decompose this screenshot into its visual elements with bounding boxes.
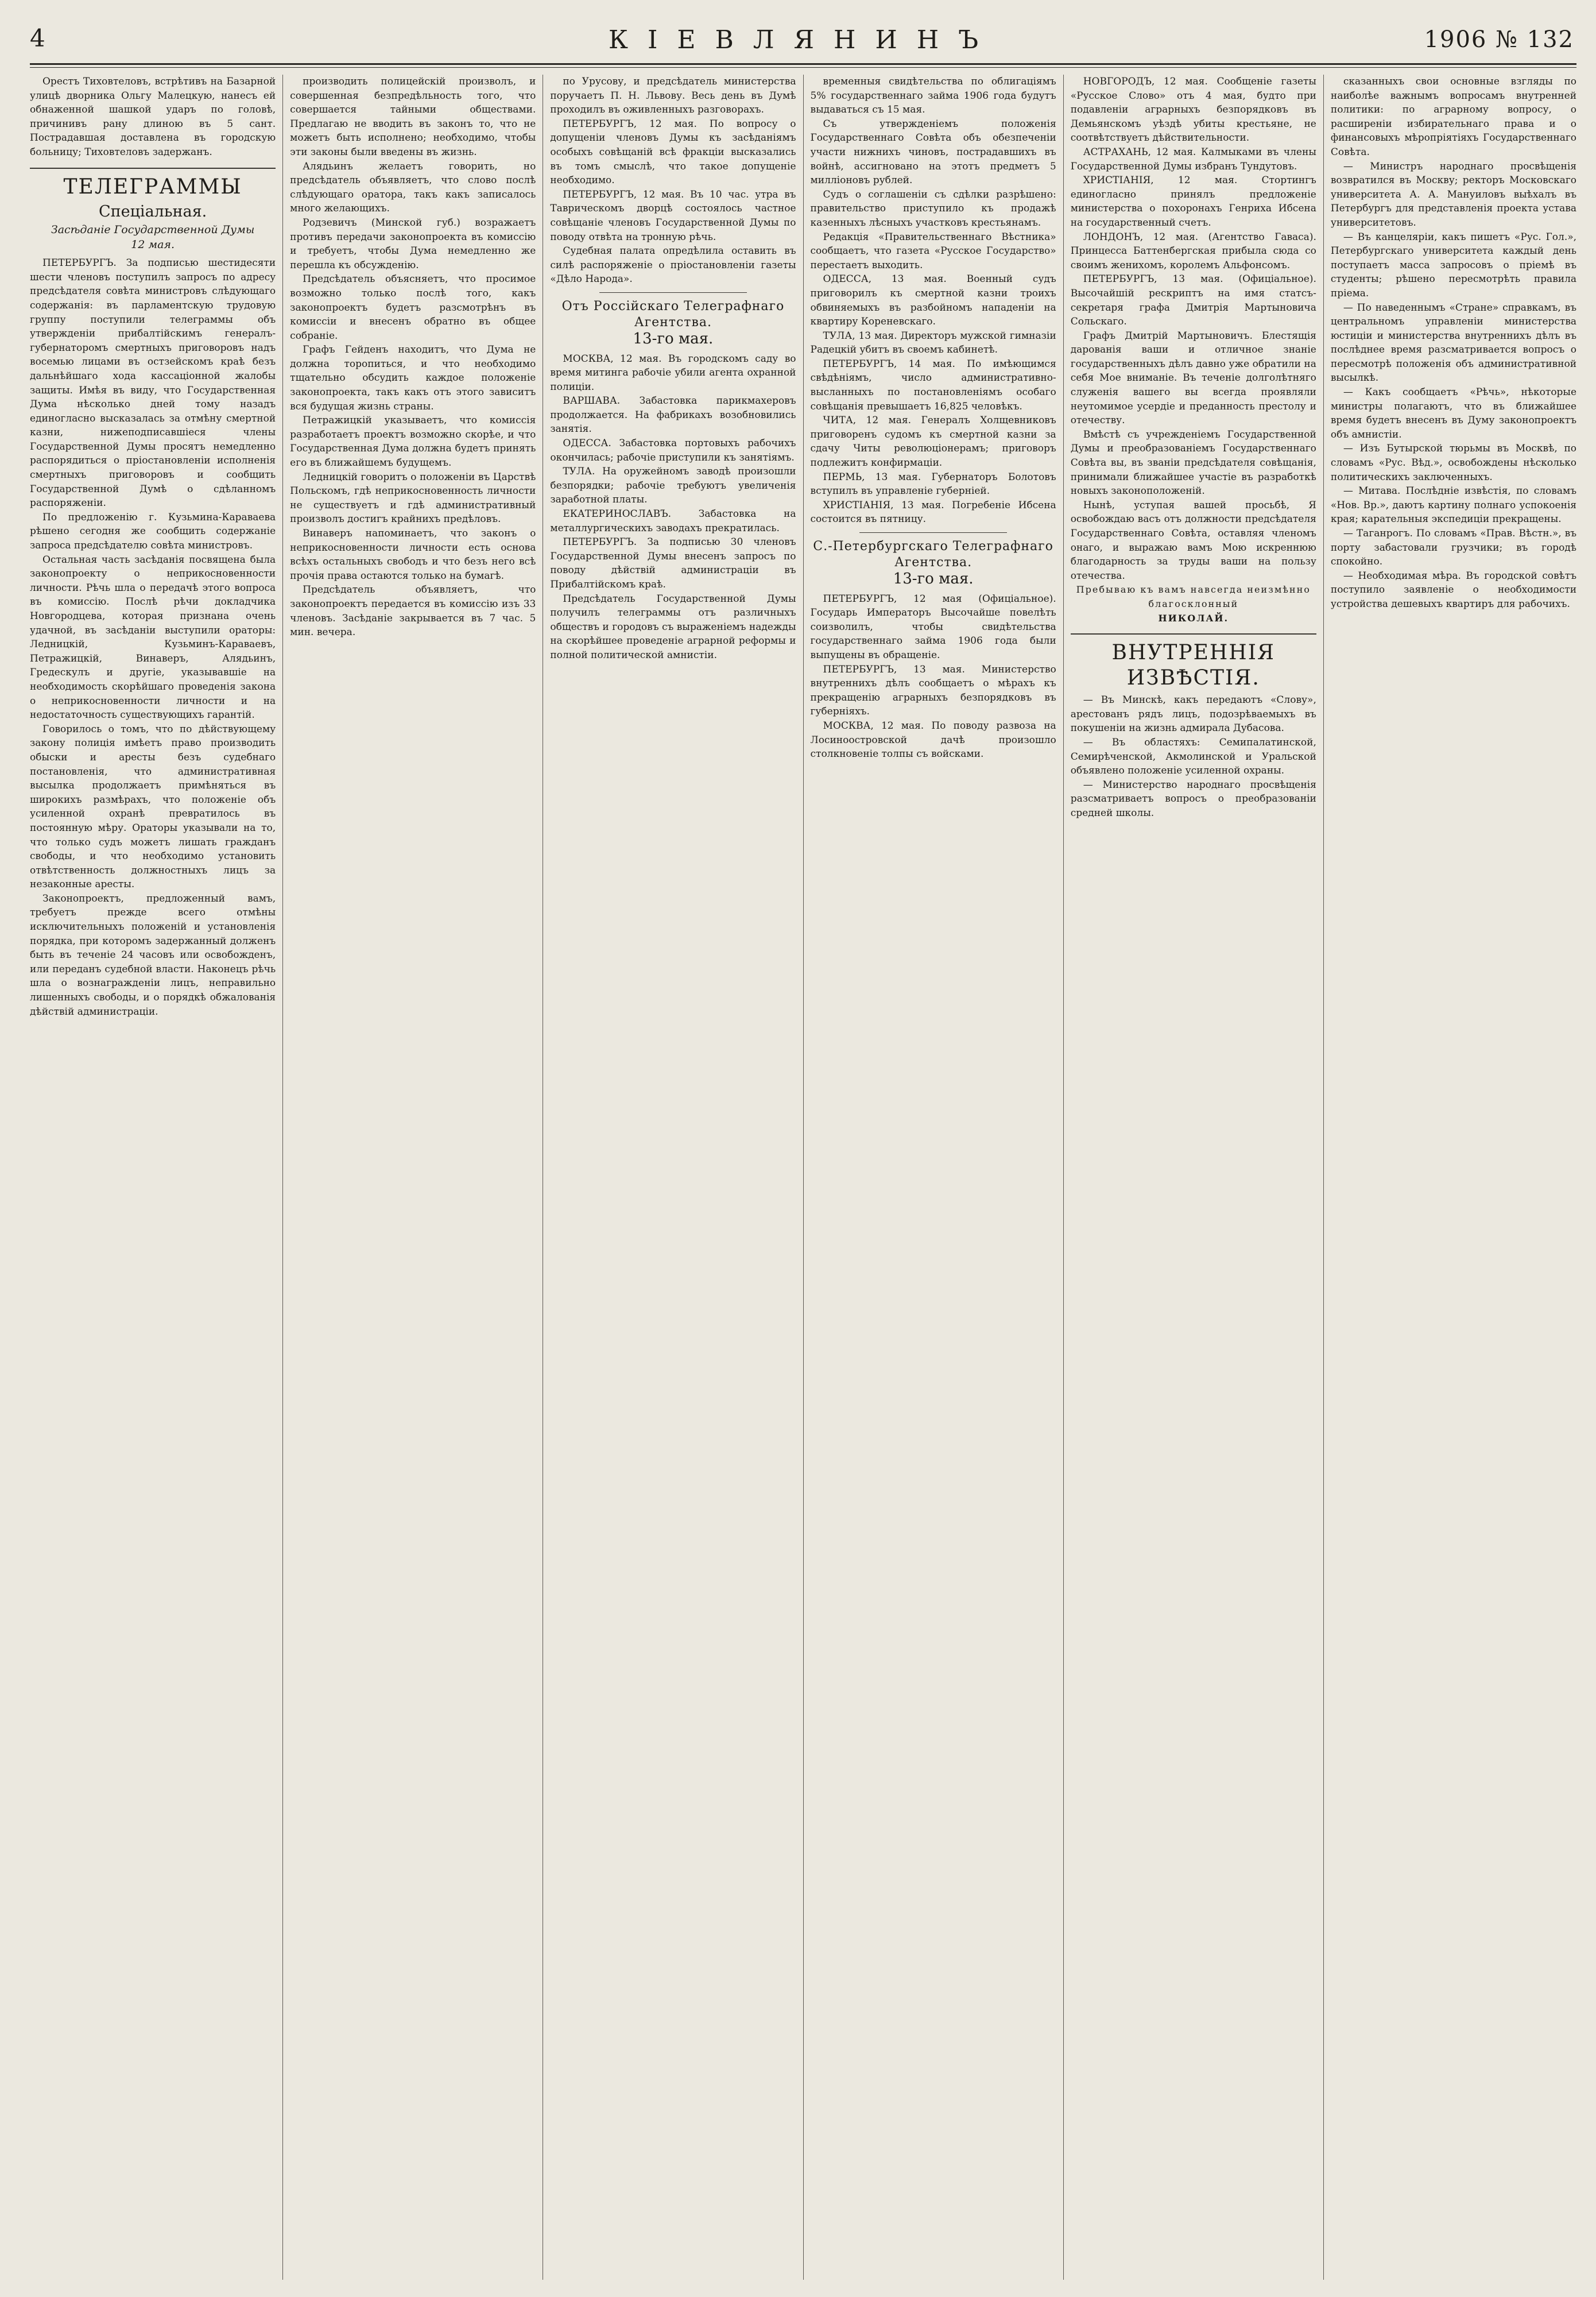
- rescript-closing: Пребываю къ вамъ навсегда неизмѣнно благосклонный: [1076, 584, 1311, 609]
- newspaper-title: КІЕВЛЯНИНЪ: [608, 25, 998, 55]
- article-paragraph: — Какъ сообщаетъ «Рѣчь», нѣкоторые министры полагаютъ, что въ ближайшее время будетъ внесенъ въ Думу законопроектъ объ амнистіи.: [1330, 386, 1577, 440]
- article-paragraph: ПЕТЕРБУРГЪ, 14 мая. По имѣющимся свѣдѣніямъ, число административно-высланныхъ по постановленіямъ особаго совѣщанія превышаетъ 16,825 человѣкъ.: [810, 358, 1056, 412]
- section-divider: [859, 532, 1007, 533]
- agency-heading: С.-Петербургскаго Телеграфнаго Агентства.: [813, 539, 1053, 570]
- article-paragraph: НОВГОРОДЪ, 12 мая. Сообщеніе газеты «Русское Слово» отъ 4 мая, будто при подавленіи аграрныхъ безпорядковъ въ Демьянскомъ уѣздѣ убиты крестьяне, не соотвѣтствуетъ дѣйствительности.: [1070, 76, 1316, 144]
- rescript-signature: НИКОЛАЙ.: [1158, 612, 1229, 624]
- article-paragraph: Родзевичъ (Минской губ.) возражаетъ противъ передачи законопроекта въ комиссію и требуетъ, чтобы Дума немедленно же перешла къ обсужденію.: [290, 216, 536, 271]
- article-paragraph: — Министерство народнаго просвѣщенія разсматриваетъ вопросъ о преобразованіи средней школы.: [1070, 779, 1316, 819]
- article-paragraph: — По наведеннымъ «Стране» справкамъ, въ центральномъ управленіи министерства юстиціи и министерства внутреннихъ дѣлъ въ послѣднее время разсматривается вопросъ о пересмотрѣ положенія объ административной высылкѣ.: [1330, 301, 1577, 384]
- article-paragraph: Предсѣдатель объявляетъ, что законопроектъ передается въ комиссію изъ 33 членовъ. Засѣданіе закрывается въ 7 час. 5 мин. вечера.: [290, 584, 536, 639]
- column-2: [282, 75, 543, 2280]
- article-paragraph: ТУЛА. На оружейномъ заводѣ произошли безпорядки; рабочіе требуютъ увеличенія заработной платы.: [550, 466, 796, 506]
- article-paragraph: Судъ о соглашеніи съ сдѣлки разрѣшено: правительство приступило къ продажѣ казенныхъ лѣсныхъ участковъ крестьянамъ.: [810, 188, 1056, 229]
- article-paragraph: — Министръ народнаго просвѣщенія возвратился въ Москву; ректоръ Московскаго университета А. А. Мануиловъ выѣхалъ въ Петербургъ для представленія проекта устава университетовъ.: [1330, 160, 1577, 229]
- article-paragraph: Судебная палата опредѣлила оставить въ силѣ распоряженіе о пріостановленіи газеты «Дѣло Народа».: [550, 245, 796, 285]
- article-paragraph: — Митава. Послѣдніе извѣстія, по словамъ «Нов. Вр.», даютъ картину полнаго успокоенія края; карательныя экспедиціи прекращены.: [1330, 485, 1577, 525]
- issue-number: 1906 № 132: [1424, 26, 1574, 53]
- article-paragraph: — Необходимая мѣра. Въ городской совѣтъ поступило заявленіе о необходимости устройства дешевыхъ квартиръ для рабочихъ.: [1330, 570, 1577, 610]
- section-heading-internal-news: ВНУТРЕННІЯ ИЗВѢСТІЯ.: [1071, 633, 1316, 691]
- rescript-paragraph: Графъ Дмитрій Мартыновичъ. Блестящія дарованія ваши и отличное знаніе государственныхъ дѣлъ давно уже обратили на себя Мое вниманіе. Въ теченіе долголѣтняго служенія вашего вы всегда проявляли неутомимое усердіе и преданность престолу и отечеству.: [1070, 330, 1316, 427]
- article-paragraph: временныя свидѣтельства по облигаціямъ 5% государственнаго займа 1906 года будутъ выдаваться съ 15 мая.: [810, 76, 1056, 116]
- column-6: [1323, 75, 1576, 2280]
- article-paragraph: МОСКВА, 12 мая. Въ городскомъ саду во время митинга рабочіе убили агента охранной полиціи.: [550, 353, 796, 393]
- agency-date: 13-го мая.: [893, 570, 974, 587]
- article-paragraph: ХРИСТІАНІЯ, 12 мая. Стортингъ единогласно принялъ предложеніе министерства о похоронахъ Генриха Ибсена на государственный счетъ.: [1070, 175, 1316, 229]
- article-paragraph: Графъ Гейденъ находитъ, что Дума не должна торопиться, и что необходимо тщательно обсудить каждое положеніе законопроекта, такъ какъ отъ этого зависитъ вся будущая жизнь страны.: [290, 344, 536, 412]
- section-heading-telegrams: ТЕЛЕГРАММЫ: [30, 168, 276, 200]
- article-paragraph: — Въ Минскѣ, какъ передаютъ «Слову», арестованъ рядъ лицъ, подозрѣваемыхъ въ покушеніи на жизнь адмирала Дубасова.: [1070, 694, 1316, 734]
- column-4: [803, 75, 1063, 2280]
- article-paragraph: производить полицейскій произволъ, и совершенная безпредѣльность того, что совершается тайными обществами. Предлагаю не вводить въ законъ то, что не можетъ быть исполнено; необходимо, чтобы эти законы были введены въ жизнь.: [290, 76, 536, 158]
- article-paragraph: Винаверъ напоминаетъ, что законъ о неприкосновенности личности есть основа всѣхъ остальныхъ свободъ и что безъ него всѣ прочія права остаются только на бумагѣ.: [290, 528, 536, 582]
- article-paragraph: Съ утвержденіемъ положенія Государственнаго Совѣта объ обезпеченіи участи нижнихъ чиновъ, пострадавшихъ въ войнѣ, ассигновано на этотъ предметъ 5 милліоновъ рублей.: [810, 118, 1056, 187]
- article-paragraph: ЧИТА, 12 мая. Генералъ Холщевниковъ приговоренъ судомъ къ смертной казни за сдачу Читы революціонерамъ; приговоръ подлежитъ конфирмаціи.: [810, 415, 1056, 469]
- article-paragraph: — Въ областяхъ: Семипалатинской, Семирѣченской, Акмолинской и Уральской объявлено положеніе усиленной охраны.: [1070, 736, 1316, 777]
- article-paragraph: ОДЕССА, 13 мая. Военный судъ приговорилъ къ смертной казни троихъ обвиняемыхъ въ разбойномъ нападеніи на квартиру Кореневскаго.: [810, 273, 1056, 328]
- masthead: [30, 23, 1576, 65]
- column-3: [543, 75, 803, 2280]
- article-paragraph: по Урусову, и предсѣдатель министерства поручаетъ П. Н. Львову. Весь день въ Думѣ проходилъ въ оживленныхъ разговорахъ.: [550, 76, 796, 116]
- article-paragraph: Редакція «Правительственнаго Вѣстника» сообщаетъ, что газета «Русское Государство» перестаетъ выходить.: [810, 231, 1056, 271]
- article-paragraph: — Таганрогъ. По словамъ «Прав. Вѣстн.», въ порту забастовали грузчики; въ городѣ спокойно.: [1330, 528, 1577, 568]
- rescript-paragraph: Вмѣстѣ съ учрежденіемъ Государственной Думы и преобразованіемъ Государственнаго Совѣта вы, въ званіи предсѣдателя совѣщанія, принимали ближайшее участіе въ разработкѣ новыхъ законоположеній.: [1070, 428, 1316, 497]
- article-paragraph: ПЕТЕРБУРГЪ, 13 мая. (Офиціальное). Высочайшій рескриптъ на имя статсъ-секретаря графа Дмитрія Мартыновича Сольскаго.: [1070, 273, 1316, 328]
- column-1: [30, 75, 282, 2280]
- article-paragraph: Предсѣдатель Государственной Думы получилъ телеграммы отъ различныхъ обществъ и городовъ съ выраженіемъ надежды на скорѣйшее проведеніе аграрной реформы и полной политической амнистіи.: [550, 593, 796, 661]
- article-paragraph: Ледницкій говоритъ о положеніи въ Царствѣ Польскомъ, гдѣ неприкосновенность личности не существуетъ и гдѣ административный произволъ достигъ крайнихъ предѣловъ.: [290, 471, 536, 525]
- session-title: Засѣданіе Государственной Думы: [51, 223, 255, 236]
- article-paragraph: Законопроектъ, предложенный вамъ, требуетъ прежде всего отмѣны исключительныхъ положеній и установленія порядка, при которомъ задержанный долженъ быть въ теченіе 24 часовъ или освобожденъ, или переданъ судебной власти. Наконецъ рѣчь шла о вознагражденіи лицъ, неправильно лишенныхъ свободы, и о порядкѣ обжалованія дѣйствій администраціи.: [30, 892, 276, 1018]
- article-paragraph: Предсѣдатель объясняетъ, что просимое возможно только послѣ того, какъ законопроектъ будетъ разсмотрѣнъ въ комиссіи и внесенъ обратно въ общее собраніе.: [290, 273, 536, 342]
- article-paragraph: ВАРШАВА. Забастовка парикмахеровъ продолжается. На фабрикахъ возобновились занятія.: [550, 395, 796, 435]
- columns: [30, 75, 1576, 2280]
- article-paragraph: По предложенію г. Кузьмина-Караваева рѣшено сегодня же сообщить содержаніе запроса предсѣдателю совѣта министровъ.: [30, 511, 276, 552]
- session-date: 12 мая.: [131, 238, 175, 251]
- article-paragraph: Алядьинъ желаетъ говорить, но предсѣдатель объявляетъ, что слово послѣ слѣдующаго оратора, такъ какъ записалось много желающихъ.: [290, 160, 536, 215]
- page-number: 4: [30, 24, 45, 52]
- section-divider: [599, 292, 747, 293]
- article-paragraph: — Въ канцеляріи, какъ пишетъ «Рус. Гол.», Петербургскаго университета каждый день поступаетъ масса запросовъ о пріемѣ въ студенты; рѣшено пересмотрѣть правила пріема.: [1330, 231, 1577, 299]
- agency-date: 13-го мая.: [633, 330, 714, 347]
- article-paragraph: ПЕТЕРБУРГЪ, 12 мая (Офиціальное). Государь Императоръ Высочайше повелѣть соизволилъ, чтобы свидѣтельства государственнаго займа 1906 года были выпущены въ обращеніе.: [810, 593, 1056, 661]
- agency-heading: Отъ Россійскаго Телеграфнаго Агентства.: [561, 299, 785, 330]
- article-paragraph: ПЕТЕРБУРГЪ. За подписью 30 членовъ Государственной Думы внесенъ запросъ по поводу дѣйствій администраціи въ Прибалтійскомъ краѣ.: [550, 536, 796, 590]
- article-paragraph: Говорилось о томъ, что по дѣйствующему закону полиція имѣетъ право производить обыски и аресты безъ судебнаго постановленія, что административная высылка продолжаетъ примѣняться въ широкихъ размѣрахъ, что положеніе объ усиленной охранѣ превратилось въ постоянную мѣру. Ораторы указывали на то, что только судъ можетъ лишать гражданъ свободы, и что необходимо установить отвѣтственность должностныхъ лицъ за незаконные аресты.: [30, 723, 276, 891]
- article-paragraph: ЕКАТЕРИНОСЛАВЪ. Забастовка на металлургическихъ заводахъ прекратилась.: [550, 508, 796, 534]
- article-paragraph: — Изъ Бутырской тюрьмы въ Москвѣ, по словамъ «Рус. Вѣд.», освобождены нѣсколько политическихъ заключенныхъ.: [1330, 443, 1577, 483]
- article-paragraph: сказанныхъ свои основные взгляды по наиболѣе важнымъ вопросамъ внутренней политики: по аграрному вопросу, о расширеніи избирательнаго права и о финансовыхъ мѣропріятіяхъ Государственнаго Совѣта.: [1330, 76, 1577, 158]
- article-paragraph: ПЕТЕРБУРГЪ. За подписью шестидесяти шести членовъ поступилъ запросъ по адресу предсѣдателя совѣта министровъ слѣдующаго содержанія: въ парламентскую трудовую группу поступили телеграммы объ утвержденіи прибалтійскимъ генералъ-губернаторомъ смертныхъ приговоровъ надъ восемью лицами въ остзейскомъ краѣ безъ дальнѣйшаго хода кассаціонной жалобы защиты. Имѣя въ виду, что Государственная Дума нѣсколько дней тому назадъ единогласно высказалась за отмѣну смертной казни, нижеподписавшіеся члены Государственной Думы просятъ немедленно распорядиться о пріостановленіи исполненія смертныхъ приговоровъ и сообщить Государственной Думѣ о сдѣланномъ распоряженіи.: [30, 257, 276, 509]
- article-paragraph: ПЕТЕРБУРГЪ, 12 мая. По вопросу о допущеніи членовъ Думы къ засѣданіямъ особыхъ совѣщаній всѣ фракціи высказались въ томъ смыслѣ, что такое допущеніе необходимо.: [550, 118, 796, 187]
- article-paragraph: МОСКВА, 12 мая. По поводу развоза на Лосиноостровской дачѣ произошло столкновеніе толпы съ войсками.: [810, 720, 1056, 760]
- article-paragraph: АСТРАХАНЬ, 12 мая. Калмыками въ члены Государственной Думы избранъ Тундутовъ.: [1070, 146, 1316, 172]
- article-paragraph: Орестъ Тиховтеловъ, встрѣтивъ на Базарной улицѣ дворника Ольгу Малецкую, нанесъ ей обнаженной шашкой ударъ по головѣ, причинивъ рану длиною въ 5 сант. Пострадавшая доставлена въ городскую больницу; Тиховтеловъ задержанъ.: [30, 76, 276, 158]
- article-paragraph: ТУЛА, 13 мая. Директоръ мужской гимназіи Радецкій убитъ въ своемъ кабинетѣ.: [810, 330, 1056, 356]
- column-5: [1063, 75, 1323, 2280]
- article-paragraph: ОДЕССА. Забастовка портовыхъ рабочихъ окончилась; рабочіе приступили къ занятіямъ.: [550, 438, 796, 463]
- article-paragraph: ХРИСТІАНІЯ, 13 мая. Погребеніе Ибсена состоится въ пятницу.: [810, 499, 1056, 525]
- section-subheading: Спеціальная.: [98, 202, 207, 221]
- article-paragraph: ПЕТЕРБУРГЪ, 13 мая. Министерство внутреннихъ дѣлъ сообщаетъ о мѣрахъ къ прекращенію аграрныхъ безпорядковъ въ губерніяхъ.: [810, 663, 1056, 718]
- masthead-rule: [30, 67, 1576, 68]
- rescript-paragraph: Нынѣ, уступая вашей просьбѣ, Я освобождаю васъ отъ должности предсѣдателя Государственнаго Совѣта, оставляя членомъ онаго, и выражаю вамъ Мою искреннюю благодарность за труды ваши на пользу отечества.: [1070, 499, 1316, 582]
- article-paragraph: ПЕТЕРБУРГЪ, 12 мая. Въ 10 час. утра въ Таврическомъ дворцѣ состоялось частное совѣщаніе членовъ Государственной Думы по поводу отвѣта на тронную рѣчь.: [550, 188, 796, 243]
- article-paragraph: ПЕРМЬ, 13 мая. Губернаторъ Болотовъ вступилъ въ управленіе губерніей.: [810, 471, 1056, 497]
- article-paragraph: ЛОНДОНЪ, 12 мая. (Агентство Гаваса). Принцесса Баттенбергская прибыла сюда со своимъ женихомъ, королемъ Альфонсомъ.: [1070, 231, 1316, 271]
- article-paragraph: Петражицкій указываетъ, что комиссія разработаетъ проектъ возможно скорѣе, и что Государственная Дума должна будетъ принять его въ ближайшемъ будущемъ.: [290, 415, 536, 469]
- article-paragraph: Остальная часть засѣданія посвящена была законопроекту о неприкосновенности личности. Рѣчь шла о передачѣ этого вопроса въ комиссію. Послѣ рѣчи докладчика Новгородцева, которая признана очень удачной, въ засѣданіи выступили ораторы: Ледницкій, Кузьминъ-Караваевъ, Петражицкій, Винаверъ, Алядьинъ, Гредескулъ и другіе, указывавшіе на необходимость скорѣйшаго проведенія закона о неприкосновенности личности и на недостаточность существующихъ гарантій.: [30, 554, 276, 721]
